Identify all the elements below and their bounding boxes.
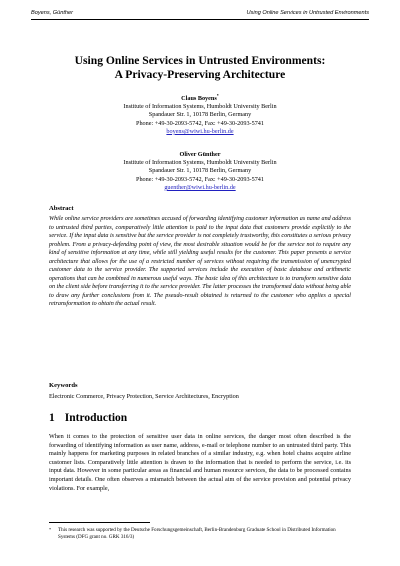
section-number: 1 xyxy=(49,412,55,424)
keywords-text: Electronic Commerce, Privacy Protection, Service Architectures, Encryption xyxy=(49,393,239,400)
footnote-text: This research was supported by the Deutsche Forschungsgemeinschaft, Berlin-Brandenburg Graduate School in Distributed Information Systems (DFG grant no. GRK 316/3) xyxy=(58,527,336,541)
author-phone: Phone: +49-30-2093-5742, Fax: +49-30-2093-5741 xyxy=(136,119,264,127)
author-address: Spandauer Str. 1, 10178 Berlin, Germany xyxy=(148,167,252,175)
title-line-1: Using Online Services in Untrusted Environments: xyxy=(74,54,326,67)
author-phone: Phone: +49-30-2093-5742, Fax: +49-30-2093-5741 xyxy=(136,175,264,183)
author-institution: Institute of Information Systems, Humboldt University Berlin xyxy=(123,159,277,167)
author-block-2 xyxy=(31,151,369,192)
footnote-mark: * xyxy=(216,92,219,98)
header-short-title: Using Online Services in Untrusted Environments xyxy=(246,10,369,16)
section-body-text: When it comes to the protection of sensitive user data in online services, the danger most often described is the forwarding of identifying information as user name, address, e-mail or telephone number to an untrusted third party. This mainly happens for marketing purposes in related branches of a similar industry, e.g. when hotel chains acquire airline customer lists. Comparatively little attention is drawn to the information that is needed to perform the service, i.e. its input data. However in some particular areas as financial and human resource services, the data to be processed contains important details. One often observes a mismatch between the actual aim of the service provision and potential privacy violations. For example, xyxy=(49,433,351,492)
author-name: Oliver Günther xyxy=(179,151,221,158)
title-line-2: A Privacy-Preserving Architecture xyxy=(114,68,286,81)
keywords-heading: Keywords xyxy=(49,382,78,389)
section-heading xyxy=(49,412,127,424)
footnote xyxy=(49,527,351,542)
section-title: Introduction xyxy=(64,412,128,424)
abstract-heading: Abstract xyxy=(49,205,74,212)
author-email-link[interactable]: boyens@wiwi.hu-berlin.de xyxy=(166,127,234,135)
author-name: Claus Boyens* xyxy=(181,92,219,102)
author-email-link[interactable]: guenther@wiwi.hu-berlin.de xyxy=(164,183,236,191)
paper-title xyxy=(31,54,369,82)
running-header xyxy=(31,9,369,20)
abstract-text: While online service providers are sometimes accused of forwarding identifying customer information as name and address to untrusted third parties, comparatively little attention is paid to the input data that customers provide explicitly to the service. If the input data is sensitive but the service provider is not completely trustworthy, this constitutes a serious privacy problem. From a privacy-defending point of view, the most desirable situation would be for the service not to require any kind of sensitive information at any time, while still yielding useful results for the customer. This paper presents a service architecture that allows for the use of a restricted number of services without requiring the transmission of unencrypted customer data to the service provider. The supported services include the execution of basic database and arithmetic operations that can be combined in numerous useful ways. The basic idea of this architecture is to transform sensitive data on the client side before transferring it to the service provider. The latter processes the transformed data without being able to draw any further conclusions from it. The pseudo-result obtained is returned to the customer who applies a special retransformation to obtain the actual result. xyxy=(49,216,351,308)
author-block-1 xyxy=(31,92,369,136)
footnote-marker: * xyxy=(49,527,52,532)
author-address: Spandauer Str. 1, 10178 Berlin, Germany xyxy=(148,111,252,119)
author-institution: Institute of Information Systems, Humboldt University Berlin xyxy=(123,103,277,111)
header-authors: Boyens, Günther xyxy=(31,10,73,16)
footnote-rule xyxy=(49,522,150,523)
